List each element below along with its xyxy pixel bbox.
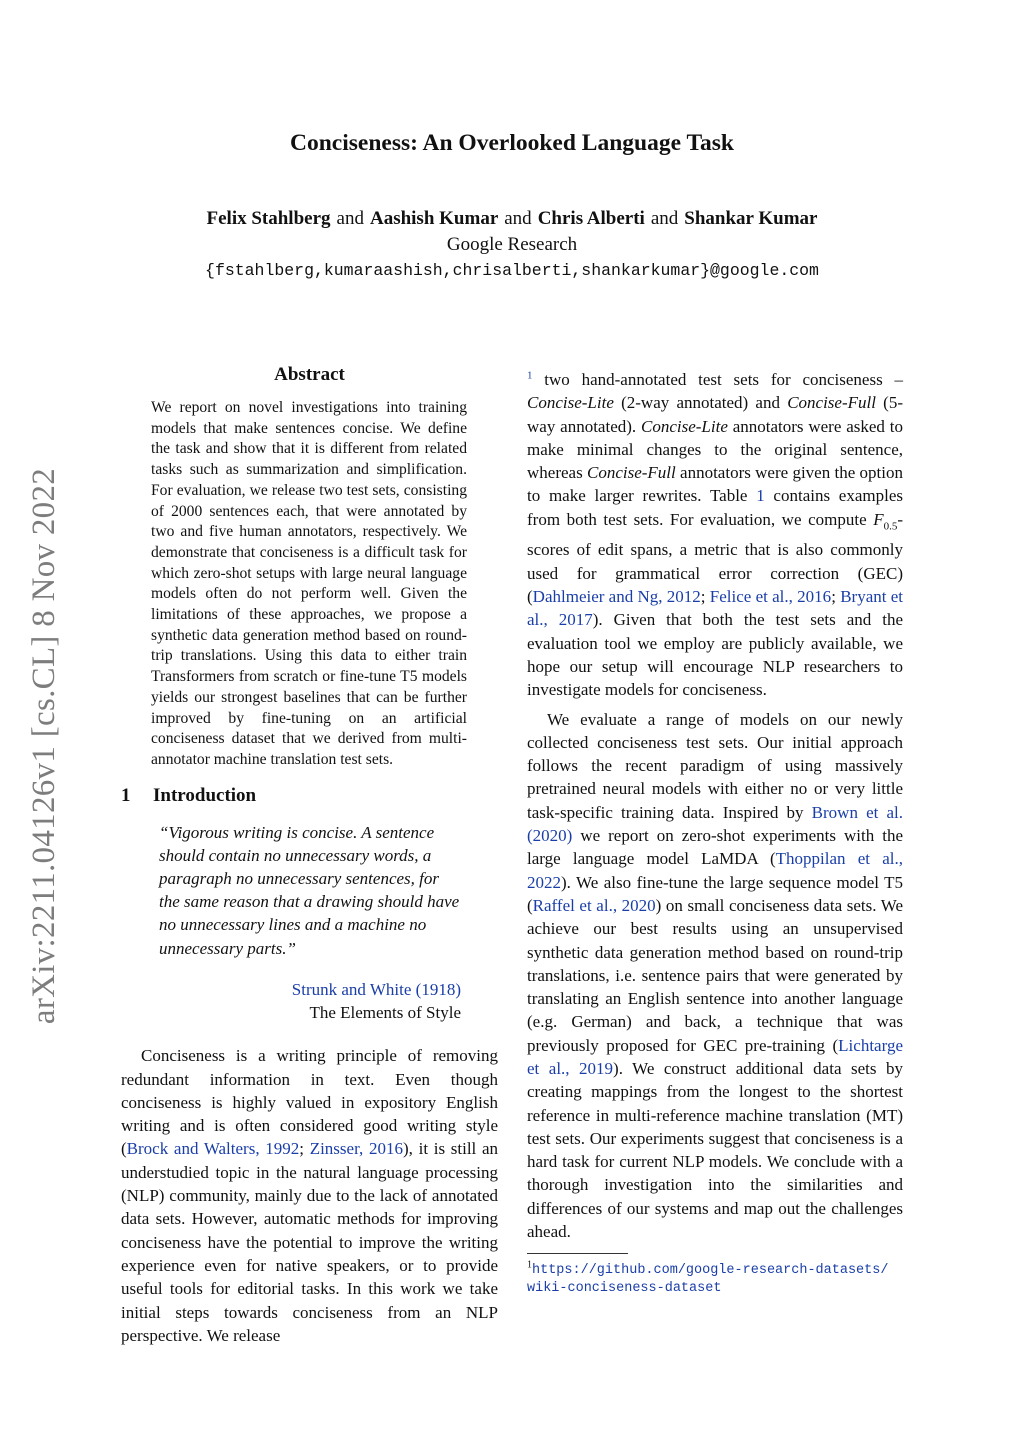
footnote-url-line-2[interactable]: wiki-conciseness-dataset — [527, 1280, 722, 1296]
intro-paragraph-1-continued: $^1$ two hand-annotated test sets for conciseness – Concise-Lite (2-way annotated) and Concise-Full (5-way annotated). Concise-Lite annotators were asked to make minimal changes to the original sentence, whereas Concise-Full annotators were given the option to make larger rewrites. Table 1 contains examples from both test sets. For evaluation, we compute $F_{0.5}$-scores of edit spans, a metric that is also commonly used for grammatical error correction (GEC) (Dahlmeier and Ng, 2012; Felice et al., 2016; Bryant et al., 2017). Given that both the test sets and the evaluation tool we employ are publicly available, we hope our setup will encourage NLP researchers to investigate models for conciseness. — [527, 369, 904, 700]
author-separator: and — [650, 208, 679, 229]
author-name: Felix Stahlberg — [206, 208, 331, 229]
abstract-heading: Abstract — [274, 364, 345, 385]
affiliation: Google Research — [446, 234, 578, 255]
footnote-url-line-1[interactable]: https://github.com/google-research-datasets/ — [532, 1263, 889, 1279]
paper-title: Conciseness: An Overlooked Language Task — [290, 130, 734, 156]
citation-link[interactable]: Brown et al. (2020) — [527, 802, 903, 846]
footnote-divider — [527, 1253, 628, 1254]
author-name: Shankar Kumar — [684, 208, 818, 229]
citation-link[interactable]: Zinsser, 2016 — [309, 1139, 403, 1159]
author-name: Aashish Kumar — [369, 208, 499, 229]
citation-link[interactable]: Bryant et al., 2017 — [527, 587, 903, 630]
epigraph-source: The Elements of Style — [309, 1003, 461, 1023]
epigraph-quote: “Vigorous writing is concise. A sentence should contain no unnecessary words, a paragraph no unnecessary sentences, for the same reason that a drawing should have no unnecessary lines and a machine no unnecessary parts.” — [159, 822, 460, 958]
right-column — [527, 368, 903, 1297]
author-emails: {fstahlberg,kumaraashish,chrisalberti,shankarkumar}@google.com — [205, 261, 819, 280]
citation-link[interactable]: Strunk and White — [291, 979, 412, 999]
citation-year-link[interactable]: (1918) — [415, 979, 461, 999]
footnote — [527, 1259, 903, 1297]
section-number: 1 — [121, 784, 131, 806]
intro-paragraph-2: We evaluate a range of models on our newly collected conciseness test sets. Our initial approach follows the recent paradigm of using massively pretrained neural models with either no or very little task-specific training data. Inspired by Brown et al. (2020) we report on zero-shot experiments with the large language model LaMDA (Thoppilan et al., 2022). We also fine-tune the large sequence model T5 (Raffel et al., 2020) on small conciseness data sets. We achieve our best results using an unsupervised synthetic data generation method based on round-trip translations, i.e. sentence pairs that were generated by translating an English sentence into another language (e.g. German) and back, a technique that was previously proposed for GEC pre-training (Lichtarge et al., 2019). We construct additional data sets by creating mappings from the longest to the shortest reference in multi-reference machine translation (MT) test sets. Our experiments suggest that conciseness is a hard task for current NLP models. We conclude with a thorough investigation into the similarities and differences of our systems and map out the challenges ahead. — [527, 709, 903, 1242]
author-block — [0, 206, 1024, 284]
intro-paragraph-1: Conciseness is a writing principle of removing redundant information in text. Even though conciseness is highly valued in expository English writing and is often considered good writing style (Brock and Walters, 1992; Zinsser, 2016), it is still an understudied topic in the natural language processing (NLP) community, mainly due to the lack of annotated data sets. However, automatic methods for improving conciseness have the potential to improve the writing experience even for native speakers, or to provide useful tools for editorial tasks. In this work we take initial steps towards conciseness from an NLP perspective. We release — [121, 1046, 498, 1345]
citation-link[interactable]: Raffel et al., 2020 — [532, 895, 656, 915]
arxiv-identifier: arXiv:2211.04126v1 [cs.CL] 8 Nov 2022 — [26, 467, 62, 1025]
author-name: Chris Alberti — [537, 208, 645, 229]
abstract-text: We report on novel investigations into training models that make sentences concise. We define the task and show that it is different from related tasks such as summarization and simplification. For evaluation, we release two test sets, consisting of 2000 sentences each, that were annotated by two and five human annotators, respectively. We demonstrate that conciseness is a difficult task for which zero-shot setups with large neural language models often do not perform well. Given the limitations of these approaches, we propose a synthetic data generation method based on round-trip translations. Using this data to either train Transformers from scratch or fine-tune T5 models yields our strongest baselines that can be further improved by fine-tuning on an artificial conciseness dataset that we derived from multi-annotator machine translation test sets. — [151, 399, 467, 768]
table-reference-link[interactable]: 1 — [756, 486, 765, 506]
author-separator: and — [504, 208, 532, 229]
citation-link[interactable]: Thoppilan et al., 2022 — [527, 849, 903, 892]
section-title: Introduction — [153, 784, 257, 806]
citation-link[interactable]: Dahlmeier and Ng, 2012 — [532, 587, 701, 607]
author-separator: and — [336, 208, 364, 229]
left-column — [121, 364, 498, 1347]
citation-link[interactable]: Brock and Walters, 1992 — [126, 1139, 300, 1159]
citation-link[interactable]: Felice et al., 2016 — [709, 587, 832, 607]
author-list — [0, 206, 1024, 232]
footnote-number: 1 — [527, 1259, 532, 1271]
epigraph-attribution — [121, 978, 461, 1024]
section-heading — [121, 785, 498, 807]
footnote-marker[interactable]: 1 — [527, 369, 533, 382]
citation-link[interactable]: Lichtarge et al., 2019 — [527, 1035, 903, 1078]
